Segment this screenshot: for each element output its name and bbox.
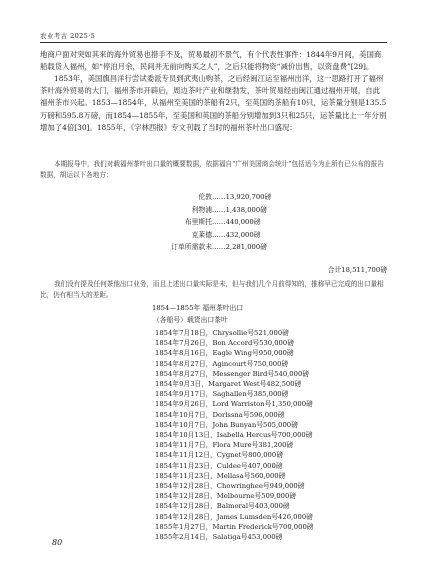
destination-name: 利物浦 xyxy=(191,205,212,214)
shipment-row: 1854年12月28日，Chowringhee号949,000磅 xyxy=(155,482,305,490)
destination-row xyxy=(171,242,212,252)
shipment-row: 1854年8月27日，Agincourt号750,000磅 xyxy=(155,359,289,368)
shipment-row: 1854年11月23日，Culdee号407,000磅 xyxy=(155,461,283,470)
destination-amount: 432,000磅 xyxy=(225,230,261,239)
quote-note: 我们没有提及任何茶他出口业务，而且上述出口量实际是未，但与我们几个月前得知的，推称早已完成的出口量相比，仍有相当大的差距。 xyxy=(40,280,384,299)
destination-row xyxy=(192,205,212,215)
total-line: 合计18,511,700磅 xyxy=(327,266,387,274)
destination-value xyxy=(212,230,261,240)
paragraph-2: 1853年，美国旗昌洋行尝试委派专员到武夷山购茶，之后经闽江运至福州出洋，这一思路打开了福州茶叶海外贸易的大门，福州茶市开辟后，周边茶叶产业和继勃发，茶叶贸易经由闽江通过福州开展，自此福州茶市兴起。1853—1854年，从福州至美国的茶船有2只，至英国的茶船有10只，运茶量分别是135.5万磅和595.8万磅，而1854—1855年，至美国和英国的茶船分别增加到3只和25只，运茶量比上一年分别增加了4倍[30]。1855年，《字林西报》专文刊载了当时的福州茶叶出口盛况： xyxy=(40,74,387,132)
destination-name: 订单所需款未 xyxy=(171,243,212,251)
shipment-row: 1854年12月28日，James Lumsden号426,000磅 xyxy=(155,512,313,521)
destination-amount: 440,000磅 xyxy=(225,218,261,226)
destination-amount: 2,281,000磅 xyxy=(225,243,267,251)
destination-name: 克莱德 xyxy=(191,230,212,239)
table-subtitle: （各船号）载货出口茶叶 xyxy=(153,316,228,324)
shipment-row: 1855年1月27日，Martin Frederick号700,000磅 xyxy=(155,522,314,531)
shipment-row: 1854年11月12日，Cygnet号800,000磅 xyxy=(155,451,284,460)
shipment-row: 1854年7月26日，Bon Accord号530,000磅 xyxy=(155,339,294,348)
destination-value xyxy=(212,217,261,227)
destination-amount: 1,438,000磅 xyxy=(225,205,267,214)
shipment-row: 1854年10月13日，Isabella Hercus号700,000磅 xyxy=(155,431,313,439)
leader-dots: …… xyxy=(212,205,226,214)
destination-row xyxy=(192,230,212,240)
shipment-row: 1854年11月23日，Mellasa号560,000磅 xyxy=(155,471,286,480)
shipment-row: 1854年8月27日，Messenger Bird号540,000磅 xyxy=(155,369,310,378)
shipment-row: 1854年8月16日，Eagle Wing号950,000磅 xyxy=(155,349,294,358)
shipment-row: 1855年2月14日，Salatiga号453,000磅 xyxy=(155,533,283,541)
destination-name: 伦敦 xyxy=(198,193,212,201)
shipment-row: 1854年9月26日，Lord Warriston号1,350,000磅 xyxy=(155,400,313,409)
leader-dots: …… xyxy=(212,230,226,239)
shipment-row: 1854年9月17日，Saghallen号385,000磅 xyxy=(155,390,289,399)
shipment-row: 1854年12月28日，Melbourne号509,000磅 xyxy=(155,492,297,501)
shipment-row: 1854年7月18日，Chrysollie号521,000磅 xyxy=(155,329,289,337)
paragraph-1: 地商户面对突如其来的海外贸易也措手不及，贸易最初不景气，有个代表性事件：1844年9月间，美国商船载货入福州，如“停泊月余，民间并无前向购买之人”，之后只能将物资“减价出售，以资盘费”[29]。 xyxy=(40,50,382,72)
shipment-row: 1854年10月7日，John Bunyan号505,000磅 xyxy=(155,420,298,429)
destination-amount: 13,920,700磅 xyxy=(225,193,272,201)
header-rule xyxy=(40,42,387,43)
destination-row xyxy=(198,192,212,202)
destination-value xyxy=(212,205,267,215)
shipment-row: 1854年12月28日，Balmoral号403,000磅 xyxy=(155,502,290,511)
leader-dots: …… xyxy=(212,193,226,201)
destination-value xyxy=(212,242,267,252)
page-number: 80 xyxy=(52,538,63,547)
leader-dots: …… xyxy=(212,243,226,251)
quote-intro: 本期报导中，我们对载福州茶叶出口量的概要数据，依据福自“广州美国商会统计”包括适今为止所有已公布的报告数据，胡运以下各地方： xyxy=(40,160,384,179)
destination-value xyxy=(212,192,271,202)
shipment-row: 1854年10月7日，Dorlssna号596,000磅 xyxy=(155,410,285,419)
table-title: 1854—1855年 福州茶叶出口 xyxy=(152,304,244,312)
leader-dots: …… xyxy=(212,218,226,226)
destination-row xyxy=(185,217,212,227)
shipment-row: 1854年9月3日，Margaret West号482,500磅 xyxy=(155,380,302,388)
destination-name: 布里斯托 xyxy=(184,218,212,226)
running-header: 农业考古 2025·5 xyxy=(40,32,96,40)
shipment-row: 1854年11月7日，Flora Mure号381,200磅 xyxy=(155,441,294,450)
